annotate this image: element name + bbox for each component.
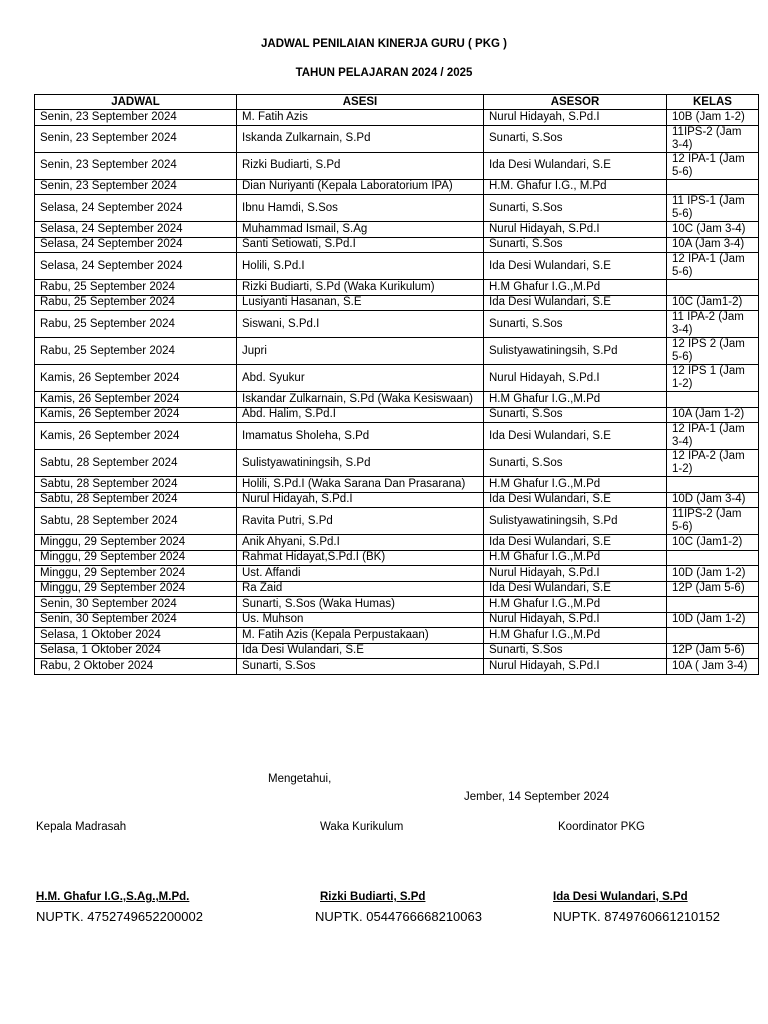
- cell-asesi: Siswani, S.Pd.I: [237, 311, 484, 338]
- cell-jadwal: Rabu, 25 September 2024: [35, 311, 237, 338]
- table-row: [35, 392, 759, 408]
- cell-asesor: Ida Desi Wulandari, S.E: [484, 423, 667, 450]
- acknowledgement-label: Mengetahui,: [268, 773, 332, 785]
- cell-jadwal: Minggu, 29 September 2024: [35, 581, 237, 597]
- cell-asesi: Nurul Hidayah, S.Pd.I: [237, 492, 484, 508]
- table-header-row: [35, 95, 759, 110]
- table-row: [35, 407, 759, 423]
- table-row: [35, 365, 759, 392]
- table-row: [35, 535, 759, 551]
- cell-asesi: Imamatus Sholeha, S.Pd: [237, 423, 484, 450]
- schedule-table: [34, 94, 759, 675]
- nuptk-waka: NUPTK. 0544766668210063: [315, 909, 482, 924]
- cell-jadwal: Senin, 23 September 2024: [35, 110, 237, 126]
- table-row: [35, 477, 759, 493]
- cell-kelas: [667, 597, 759, 613]
- cell-kelas: 11 IPA-2 (Jam 3-4): [667, 311, 759, 338]
- cell-asesor: Nurul Hidayah, S.Pd.I: [484, 659, 667, 675]
- cell-asesi: Ida Desi Wulandari, S.E: [237, 643, 484, 659]
- cell-kelas: 10C (Jam1-2): [667, 295, 759, 311]
- table-row: [35, 110, 759, 126]
- cell-jadwal: Kamis, 26 September 2024: [35, 407, 237, 423]
- cell-asesor: Ida Desi Wulandari, S.E: [484, 492, 667, 508]
- table-row: [35, 659, 759, 675]
- cell-asesi: Sunarti, S.Sos (Waka Humas): [237, 597, 484, 613]
- cell-asesi: Ibnu Hamdi, S.Sos: [237, 195, 484, 222]
- cell-asesi: M. Fatih Azis (Kepala Perpustakaan): [237, 628, 484, 644]
- cell-jadwal: Senin, 23 September 2024: [35, 179, 237, 195]
- nuptk-kepala: NUPTK. 4752749652200002: [36, 909, 203, 924]
- cell-jadwal: Rabu, 25 September 2024: [35, 338, 237, 365]
- cell-asesi: Sulistyawatiningsih, S.Pd: [237, 450, 484, 477]
- cell-asesor: H.M Ghafur I.G.,M.Pd: [484, 477, 667, 493]
- signatory-name-koordinator: Ida Desi Wulandari, S.Pd: [553, 891, 688, 903]
- cell-kelas: [667, 477, 759, 493]
- cell-jadwal: Minggu, 29 September 2024: [35, 550, 237, 566]
- cell-asesi: Holili, S.Pd.I (Waka Sarana Dan Prasarana): [237, 477, 484, 493]
- cell-asesi: Holili, S.Pd.I: [237, 253, 484, 280]
- cell-asesor: H.M Ghafur I.G.,M.Pd: [484, 597, 667, 613]
- cell-jadwal: Sabtu, 28 September 2024: [35, 450, 237, 477]
- cell-kelas: 12 IPA-1 (Jam 3-4): [667, 423, 759, 450]
- table-row: [35, 612, 759, 628]
- cell-asesi: Iskanda Zulkarnain, S.Pd: [237, 125, 484, 152]
- cell-kelas: [667, 179, 759, 195]
- cell-kelas: 12 IPA-2 (Jam 1-2): [667, 450, 759, 477]
- table-row: [35, 195, 759, 222]
- cell-asesor: Sunarti, S.Sos: [484, 311, 667, 338]
- cell-kelas: 12 IPS 1 (Jam 1-2): [667, 365, 759, 392]
- cell-asesi: Jupri: [237, 338, 484, 365]
- cell-jadwal: Kamis, 26 September 2024: [35, 365, 237, 392]
- cell-jadwal: Selasa, 24 September 2024: [35, 222, 237, 238]
- cell-kelas: 10A ( Jam 3-4): [667, 659, 759, 675]
- column-header-kelas: KELAS: [667, 95, 759, 110]
- cell-kelas: 10D (Jam 3-4): [667, 492, 759, 508]
- cell-kelas: 12 IPS 2 (Jam 5-6): [667, 338, 759, 365]
- cell-asesi: Abd. Halim, S.Pd.I: [237, 407, 484, 423]
- table-row: [35, 237, 759, 253]
- table-row: [35, 152, 759, 179]
- column-header-jadwal: JADWAL: [35, 95, 237, 110]
- cell-jadwal: Senin, 30 September 2024: [35, 612, 237, 628]
- cell-jadwal: Rabu, 25 September 2024: [35, 295, 237, 311]
- table-row: [35, 643, 759, 659]
- cell-asesi: Sunarti, S.Sos: [237, 659, 484, 675]
- role-koordinator-pkg: Koordinator PKG: [558, 821, 645, 833]
- cell-jadwal: Sabtu, 28 September 2024: [35, 477, 237, 493]
- cell-jadwal: Selasa, 24 September 2024: [35, 237, 237, 253]
- cell-kelas: [667, 628, 759, 644]
- cell-jadwal: Rabu, 25 September 2024: [35, 280, 237, 296]
- table-row: [35, 581, 759, 597]
- cell-jadwal: Selasa, 1 Oktober 2024: [35, 643, 237, 659]
- cell-jadwal: Senin, 23 September 2024: [35, 125, 237, 152]
- cell-kelas: 12 IPA-1 (Jam 5-6): [667, 152, 759, 179]
- table-row: [35, 628, 759, 644]
- cell-asesor: Nurul Hidayah, S.Pd.I: [484, 222, 667, 238]
- table-row: [35, 423, 759, 450]
- cell-asesor: Sulistyawatiningsih, S.Pd: [484, 338, 667, 365]
- cell-jadwal: Selasa, 1 Oktober 2024: [35, 628, 237, 644]
- cell-kelas: 10A (Jam 3-4): [667, 237, 759, 253]
- cell-asesor: H.M Ghafur I.G.,M.Pd: [484, 392, 667, 408]
- cell-kelas: 11 IPS-1 (Jam 5-6): [667, 195, 759, 222]
- table-row: [35, 125, 759, 152]
- table-row: [35, 492, 759, 508]
- cell-asesor: Ida Desi Wulandari, S.E: [484, 295, 667, 311]
- cell-kelas: 10D (Jam 1-2): [667, 612, 759, 628]
- cell-asesi: Ust. Affandi: [237, 566, 484, 582]
- cell-jadwal: Kamis, 26 September 2024: [35, 392, 237, 408]
- cell-kelas: 10D (Jam 1-2): [667, 566, 759, 582]
- cell-asesi: Lusiyanti Hasanan, S.E: [237, 295, 484, 311]
- cell-asesor: Sunarti, S.Sos: [484, 643, 667, 659]
- cell-jadwal: Minggu, 29 September 2024: [35, 535, 237, 551]
- cell-asesi: Anik Ahyani, S.Pd.I: [237, 535, 484, 551]
- cell-jadwal: Selasa, 24 September 2024: [35, 195, 237, 222]
- table-row: [35, 253, 759, 280]
- cell-asesor: Nurul Hidayah, S.Pd.I: [484, 566, 667, 582]
- cell-kelas: 10C (Jam1-2): [667, 535, 759, 551]
- column-header-asesor: ASESOR: [484, 95, 667, 110]
- table-row: [35, 566, 759, 582]
- cell-asesor: H.M Ghafur I.G.,M.Pd: [484, 550, 667, 566]
- cell-asesor: Ida Desi Wulandari, S.E: [484, 535, 667, 551]
- table-row: [35, 179, 759, 195]
- cell-jadwal: Sabtu, 28 September 2024: [35, 492, 237, 508]
- cell-asesor: Ida Desi Wulandari, S.E: [484, 253, 667, 280]
- cell-asesi: Santi Setiowati, S.Pd.I: [237, 237, 484, 253]
- table-row: [35, 222, 759, 238]
- cell-asesor: Sunarti, S.Sos: [484, 407, 667, 423]
- cell-asesi: Ravita Putri, S.Pd: [237, 508, 484, 535]
- table-row: [35, 338, 759, 365]
- cell-asesor: H.M Ghafur I.G.,M.Pd: [484, 280, 667, 296]
- cell-kelas: [667, 550, 759, 566]
- cell-jadwal: Senin, 23 September 2024: [35, 152, 237, 179]
- cell-asesi: Us. Muhson: [237, 612, 484, 628]
- cell-kelas: 11IPS-2 (Jam 3-4): [667, 125, 759, 152]
- cell-asesi: Muhammad Ismail, S.Ag: [237, 222, 484, 238]
- cell-asesor: Sunarti, S.Sos: [484, 125, 667, 152]
- cell-kelas: 10C (Jam 3-4): [667, 222, 759, 238]
- cell-asesor: Nurul Hidayah, S.Pd.I: [484, 365, 667, 392]
- nuptk-koordinator: NUPTK. 8749760661210152: [553, 909, 720, 924]
- cell-kelas: 11IPS-2 (Jam 5-6): [667, 508, 759, 535]
- cell-asesi: Rizki Budiarti, S.Pd (Waka Kurikulum): [237, 280, 484, 296]
- cell-kelas: 12P (Jam 5-6): [667, 643, 759, 659]
- table-row: [35, 550, 759, 566]
- table-row: [35, 597, 759, 613]
- cell-asesor: Sulistyawatiningsih, S.Pd: [484, 508, 667, 535]
- signatory-name-kepala: H.M. Ghafur I.G.,S.Ag.,M.Pd.: [36, 891, 190, 903]
- cell-asesor: H.M Ghafur I.G.,M.Pd: [484, 628, 667, 644]
- table-row: [35, 450, 759, 477]
- cell-asesor: Sunarti, S.Sos: [484, 237, 667, 253]
- signatory-name-waka: Rizki Budiarti, S.Pd: [320, 891, 426, 903]
- cell-jadwal: Sabtu, 28 September 2024: [35, 508, 237, 535]
- cell-asesor: Sunarti, S.Sos: [484, 450, 667, 477]
- cell-jadwal: Selasa, 24 September 2024: [35, 253, 237, 280]
- column-header-asesi: ASESI: [237, 95, 484, 110]
- table-row: [35, 295, 759, 311]
- cell-asesi: Abd. Syukur: [237, 365, 484, 392]
- cell-kelas: [667, 392, 759, 408]
- document-title: JADWAL PENILAIAN KINERJA GURU ( PKG ): [261, 38, 507, 50]
- cell-jadwal: Kamis, 26 September 2024: [35, 423, 237, 450]
- cell-asesor: Ida Desi Wulandari, S.E: [484, 152, 667, 179]
- place-date: Jember, 14 September 2024: [464, 791, 610, 803]
- table-row: [35, 280, 759, 296]
- cell-asesi: Rizki Budiarti, S.Pd: [237, 152, 484, 179]
- cell-asesor: H.M. Ghafur I.G., M.Pd: [484, 179, 667, 195]
- cell-asesi: M. Fatih Azis: [237, 110, 484, 126]
- document-subtitle: TAHUN PELAJARAN 2024 / 2025: [295, 67, 473, 79]
- cell-asesi: Iskandar Zulkarnain, S.Pd (Waka Kesiswaan): [237, 392, 484, 408]
- cell-kelas: [667, 280, 759, 296]
- cell-asesor: Ida Desi Wulandari, S.E: [484, 581, 667, 597]
- table-row: [35, 311, 759, 338]
- cell-kelas: 12 IPA-1 (Jam 5-6): [667, 253, 759, 280]
- cell-asesi: Rahmat Hidayat,S.Pd.I (BK): [237, 550, 484, 566]
- cell-jadwal: Rabu, 2 Oktober 2024: [35, 659, 237, 675]
- cell-asesor: Sunarti, S.Sos: [484, 195, 667, 222]
- cell-kelas: 10A (Jam 1-2): [667, 407, 759, 423]
- role-waka-kurikulum: Waka Kurikulum: [320, 821, 404, 833]
- cell-asesi: Dian Nuriyanti (Kepala Laboratorium IPA): [237, 179, 484, 195]
- cell-asesor: Nurul Hidayah, S.Pd.I: [484, 110, 667, 126]
- cell-jadwal: Minggu, 29 September 2024: [35, 566, 237, 582]
- table-row: [35, 508, 759, 535]
- cell-kelas: 12P (Jam 5-6): [667, 581, 759, 597]
- cell-asesi: Ra Zaid: [237, 581, 484, 597]
- role-kepala-madrasah: Kepala Madrasah: [36, 821, 127, 833]
- cell-jadwal: Senin, 30 September 2024: [35, 597, 237, 613]
- cell-asesor: Nurul Hidayah, S.Pd.I: [484, 612, 667, 628]
- cell-kelas: 10B (Jam 1-2): [667, 110, 759, 126]
